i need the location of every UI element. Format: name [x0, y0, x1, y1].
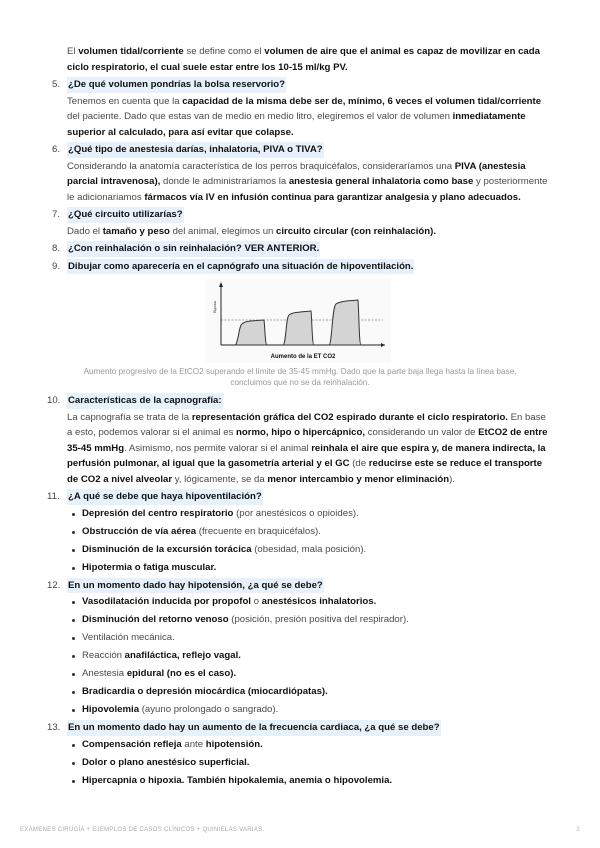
text-run: del paciente. Dado que estas van de medio en medio litro, elegiremos el valor de volumen	[67, 111, 453, 122]
question-heading	[47, 578, 548, 594]
text-run: Dado el	[67, 225, 103, 237]
text-run: ante	[181, 738, 206, 750]
question-number: 6.	[52, 144, 61, 155]
bold-text: Obstrucción de vía aérea	[82, 525, 197, 537]
answer-body	[67, 159, 548, 206]
question-number: 9.	[52, 260, 61, 272]
question-number: 7.	[52, 209, 61, 220]
x-axis-label: Aumento de la ET CO2	[270, 354, 336, 360]
list-item	[67, 524, 548, 540]
bold-text: representación gráfica del CO2 espirado durante el ciclo respiratorio.	[191, 411, 508, 423]
list-item	[67, 648, 548, 664]
answer-paragraph	[67, 410, 548, 488]
list-item	[67, 666, 548, 682]
bold-text: anestesia general inhalatoria como base	[288, 176, 474, 187]
bold-text: epidural (no es el caso).	[126, 668, 237, 679]
question-number: 5.	[52, 79, 61, 90]
question-item	[52, 77, 548, 140]
bold-text: hipotensión.	[205, 738, 263, 750]
text-run: (posición, presión positiva del respirador).	[228, 614, 409, 625]
answer-body	[67, 594, 548, 718]
list-item	[67, 506, 548, 522]
question-text: En un momento dado hay hipotensión, ¿a qué se debe?	[67, 578, 324, 594]
bold-text: fármacos vía IV en infusión continua para garantizar analgesia y plano adecuados.	[144, 191, 521, 203]
bold-text: Compensación refleja	[82, 738, 182, 750]
bold-text: Disminución del retorno venoso	[82, 614, 229, 625]
question-text: ¿Qué tipo de anestesia darías, inhalatoria, PIVA o TIVA?	[67, 142, 324, 158]
bold-text: tamaño y peso	[102, 225, 170, 237]
question-item	[52, 207, 548, 239]
question-text: ¿De qué volumen pondrías la bolsa reservorio?	[67, 77, 286, 93]
answer-body	[67, 410, 548, 488]
answer-body	[67, 506, 548, 576]
bold-text: Dolor o plano anestésico superficial.	[82, 756, 250, 768]
document-page	[47, 44, 548, 791]
text-run: (obesidad, mala posición).	[251, 543, 367, 555]
text-run: y posteriormente le adicionariamos	[67, 176, 548, 203]
list-item	[67, 702, 548, 718]
list-item	[67, 542, 548, 558]
text-run: (por anestésicos o opioides).	[233, 507, 359, 519]
bold-text: anestésicos inhalatorios.	[261, 596, 377, 607]
text-run: donde le administraríamos la	[160, 176, 289, 187]
question-heading	[52, 241, 548, 257]
question-item	[47, 393, 548, 487]
question-text: En un momento dado hay un aumento de la frecuencia cardiaca, ¿a qué se debe?	[67, 720, 441, 736]
bold-text: normo, hipo o hipercápnico,	[236, 427, 366, 438]
question-text: ¿Con reinhalación o sin reinhalación? VER ANTERIOR.	[67, 241, 320, 257]
answer-body	[67, 94, 548, 141]
question-heading	[52, 142, 548, 158]
capnograph-image	[205, 279, 395, 363]
question-heading	[47, 393, 548, 409]
bold-text: inmediatamente superior al calculado, para así evitar que colapse.	[67, 111, 526, 138]
text-run: ).	[449, 473, 456, 485]
list-item	[67, 684, 548, 700]
question-text: Características de la capnografía:	[67, 393, 223, 409]
answer-paragraph	[67, 94, 548, 141]
text-run: El	[67, 46, 79, 57]
list-item	[67, 612, 548, 628]
question-heading	[52, 77, 548, 93]
answer-paragraph	[67, 159, 548, 206]
text-run: Ventilación mecánica.	[82, 632, 175, 643]
bold-text: Disminución de la excursión torácica	[82, 543, 252, 555]
bold-text: volumen tidal/corriente	[78, 46, 184, 57]
bold-text: Hipovolemia	[82, 704, 140, 715]
text-run: considerando un valor de	[365, 427, 479, 438]
page-footer	[20, 826, 580, 834]
bold-text: reducirse este se reduce el transporte de CO2 a nivel alveolar	[67, 458, 543, 485]
question-number: 13.	[47, 722, 61, 733]
text-run: Considerando la anatomía característica de los perros braquicéfalos, consideraríamos una	[67, 160, 455, 172]
question-text: ¿A qué se debe que haya hipoventilación?	[67, 489, 263, 505]
text-run: Anestesia	[82, 668, 127, 679]
question-item	[52, 259, 548, 389]
answer-body	[67, 737, 548, 789]
question-heading	[47, 489, 548, 505]
figure-caption: Aumento progresivo de la EtCO2 superando el límite de 35-45 mmHg. Dado que la parte baja llega hasta la línea base, concluimos que no se da reinhalación.	[83, 367, 517, 387]
bold-text: Depresión del centro respiratorio	[82, 507, 234, 519]
text-run: En base a esto, podemos valorar si el animal es	[67, 411, 546, 438]
bold-text: Vasodilatación inducida por propofol	[82, 596, 251, 607]
question-item	[47, 720, 548, 788]
question-text: ¿Qué circuito utilizarías?	[67, 207, 184, 223]
bold-text: Hipercapnia o hipoxia. También hipokalemia, anemia o hipovolemia.	[82, 774, 393, 786]
question-item	[52, 241, 548, 257]
text-run: se define como el	[183, 46, 265, 57]
bold-text: Hipotermia o fatiga muscular.	[82, 561, 217, 573]
bold-text: capacidad de la misma debe ser de, mínimo, 6 veces el volumen tidal/corriente	[182, 95, 542, 107]
footer-title: EXÁMENES CIRUGÍA + EJEMPLOS DE CASOS CLÍNICOS + QUINIELAS VARIAS.	[20, 827, 265, 833]
answer-body	[67, 224, 548, 240]
text-run: . Asimismo, nos permite valorar si el animal	[124, 442, 312, 454]
question-heading	[52, 259, 548, 275]
list-item	[67, 773, 548, 789]
bold-text: EtCO2 de entre 35-45 mmHg	[67, 427, 548, 454]
bold-text: reinhala el aire que espira y, de manera indirecta, la perfusión pulmonar, al igual que la gasometría arterial y el GC	[67, 442, 546, 469]
question-text: Dibujar como aparecería en el capnógrafo una situación de hipoventilación.	[67, 259, 414, 275]
bold-text: PIVA (anestesia parcial intravenosa),	[67, 160, 526, 187]
list-item	[67, 755, 548, 771]
list-item	[67, 737, 548, 753]
question-heading	[47, 720, 548, 736]
text-run: o	[250, 596, 262, 607]
question-item	[47, 578, 548, 718]
list-item	[67, 630, 548, 646]
bold-text: anafiláctica, reflejo vagal.	[124, 650, 241, 661]
list-item	[67, 594, 548, 610]
question-list	[47, 77, 548, 788]
list-item	[67, 560, 548, 576]
text-run: La capnografía se trata de la	[67, 411, 192, 423]
capnograph-figure	[52, 279, 548, 388]
question-heading	[52, 207, 548, 223]
page-number: 2	[576, 827, 580, 833]
bold-text: circuito circular (con reinhalación).	[276, 225, 436, 237]
text-run: y, lógicamente, se da	[172, 473, 268, 485]
y-axis-label: mmHg	[213, 301, 218, 313]
text-run: (frecuente en braquicéfalos).	[196, 525, 321, 537]
text-run: del animal, elegimos un	[169, 225, 277, 237]
intro-paragraph	[67, 44, 548, 75]
text-run: (de	[349, 458, 369, 469]
question-number: 8.	[52, 243, 61, 254]
bold-text: Bradicardia o depresión miocárdica (miocardiópatas).	[82, 686, 328, 697]
answer-paragraph	[67, 224, 548, 240]
bullet-list	[67, 506, 548, 576]
question-number: 12.	[47, 579, 61, 591]
bullet-list	[67, 594, 548, 718]
question-item	[47, 489, 548, 575]
question-number: 10.	[47, 395, 61, 406]
question-number: 11.	[47, 491, 60, 502]
text-run: (ayuno prolongado o sangrado).	[139, 704, 279, 715]
bullet-list	[67, 737, 548, 789]
text-run: Tenemos en cuenta que la	[67, 95, 183, 107]
question-item	[52, 142, 548, 205]
bold-text: volumen de aire que el animal es capaz de movilizar en cada ciclo respiratorio, el cual suele estar entre los 10-15 ml/kg PV.	[67, 46, 540, 73]
text-run: Reacción	[82, 650, 125, 661]
bold-text: menor intercambio y menor eliminación	[267, 473, 450, 485]
